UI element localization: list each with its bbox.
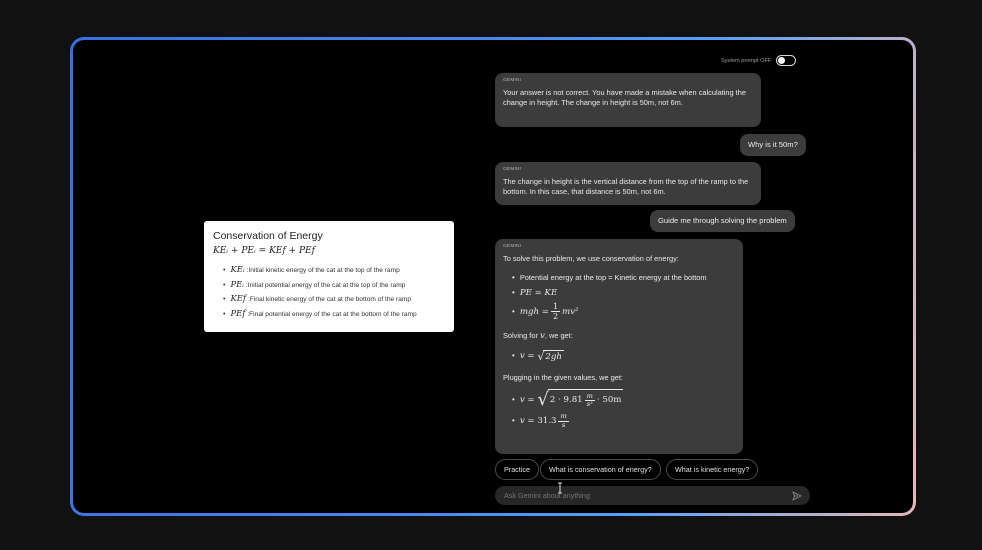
term: • PEᵢ: [230, 278, 244, 289]
message-text: The change in height is the vertical distance from the top of the ramp to the bottom. In this case, that distance is 50m, not 6m.: [503, 177, 749, 197]
message-text: Your answer is not correct. You have made a mistake when calculating the change in height. The change in height is 50m, not 6m.: [503, 88, 746, 108]
term-desc: Final potential energy of the cat at the bottom of the ramp: [249, 310, 417, 318]
equals-sign: =: [539, 306, 549, 317]
fraction-numerator: m: [586, 391, 593, 400]
suggestion-chip-practice[interactable]: Practice: [495, 459, 539, 480]
radicand: 2gh: [543, 350, 564, 364]
system-prompt-label: System prompt OFF: [721, 57, 772, 64]
list-item: • KEf : Final kinetic energy of the cat at the bottom of the ramp: [223, 293, 445, 303]
term: • KEf: [230, 293, 246, 304]
solution-list: [503, 389, 735, 429]
app-frame: [73, 40, 913, 513]
list-item: [512, 389, 735, 411]
text-fragment: , we get:: [544, 331, 573, 341]
term-desc: Initial potential energy of the cat at the top of the ramp: [247, 281, 406, 289]
term-desc: Initial kinetic energy of the cat at the top of the ramp: [248, 267, 400, 274]
equals-sign: =: [524, 351, 538, 362]
message-text: Plugging in the given values, we get:: [503, 372, 623, 382]
math-term: • v: [519, 394, 525, 405]
system-prompt-toggle-row: [721, 55, 796, 66]
gemini-message: [495, 73, 761, 127]
text-fragment: Solving for: [503, 331, 540, 341]
list-item: [512, 273, 735, 283]
math-term: 31.3: [537, 415, 557, 426]
radicand: [548, 389, 624, 411]
math-term: • mgh: [519, 306, 539, 317]
math-term: KE: [544, 287, 558, 298]
gemini-message: [495, 239, 743, 454]
toggle-knob: [778, 57, 785, 64]
user-message: Guide me through solving the problem: [650, 210, 795, 232]
suggestion-chip-conservation[interactable]: What is conservation of energy?: [540, 459, 661, 480]
fraction-denominator: s: [561, 420, 566, 429]
app-frame-border: [70, 37, 916, 516]
math-term: • PE: [519, 287, 532, 298]
fraction-numerator: 1: [552, 302, 559, 312]
fraction-numerator: m: [560, 412, 567, 421]
radical-sign: √: [537, 349, 545, 363]
equals-sign: =: [531, 287, 545, 298]
equals-sign: =: [524, 394, 538, 405]
square-root: [537, 350, 564, 364]
message-text: To solve this problem, we use conservation of energy:: [503, 254, 679, 263]
fraction: [585, 393, 595, 409]
list-item: • PEf : Final potential energy of the cat at the bottom of the ramp: [223, 308, 445, 318]
term: • PEf: [230, 307, 246, 318]
bullet-text: • Potential energy at the top = Kinetic energy at the bottom: [519, 273, 707, 283]
send-icon[interactable]: [792, 491, 802, 501]
notes-title: Conservation of Energy: [213, 230, 323, 242]
list-item: [512, 413, 735, 429]
term-desc: Final kinetic energy of the cat at the bottom of the ramp: [249, 296, 412, 304]
term: • KEᵢ: [230, 264, 245, 274]
equals-sign: =: [524, 415, 538, 426]
notes-list: [213, 264, 445, 318]
gemini-label: GEMINI: [503, 78, 522, 83]
list-item: [512, 302, 735, 321]
notes-card: [204, 221, 454, 332]
fraction: [558, 413, 568, 429]
fraction: [551, 302, 560, 321]
list-item: • KEᵢ : Initial kinetic energy of the cat at the top of the ramp: [223, 264, 445, 274]
math-term: 2 · 9.81: [549, 395, 583, 406]
fraction-denominator: s²: [586, 400, 593, 409]
radical-sign: √: [537, 389, 549, 411]
math-term: • v: [519, 415, 525, 426]
solution-list: [503, 350, 735, 364]
notes-equation: KEᵢ + PEᵢ = KEf + PEf: [213, 246, 315, 256]
solution-list: [503, 273, 735, 321]
square-root: [537, 389, 623, 411]
math-term: · 50m: [596, 395, 622, 406]
message-text: [503, 331, 735, 341]
list-item: • PEᵢ : Initial potential energy of the cat at the top of the ramp: [223, 279, 445, 289]
suggestion-chip-kinetic[interactable]: What is kinetic energy?: [666, 459, 758, 480]
math-term: mv²: [562, 306, 579, 317]
system-prompt-toggle[interactable]: [776, 55, 796, 66]
text-cursor-icon: [556, 482, 564, 494]
math-term: v: [539, 331, 545, 342]
fraction-denominator: 2: [552, 312, 559, 322]
user-message: Why is it 50m?: [740, 134, 806, 156]
list-item: [512, 288, 735, 298]
chat-input[interactable]: [495, 486, 810, 505]
gemini-label: GEMINI: [503, 244, 522, 249]
math-term: • v: [519, 351, 525, 362]
gemini-message: [495, 162, 761, 205]
gemini-label: GEMINI: [503, 167, 522, 172]
list-item: [512, 350, 735, 364]
